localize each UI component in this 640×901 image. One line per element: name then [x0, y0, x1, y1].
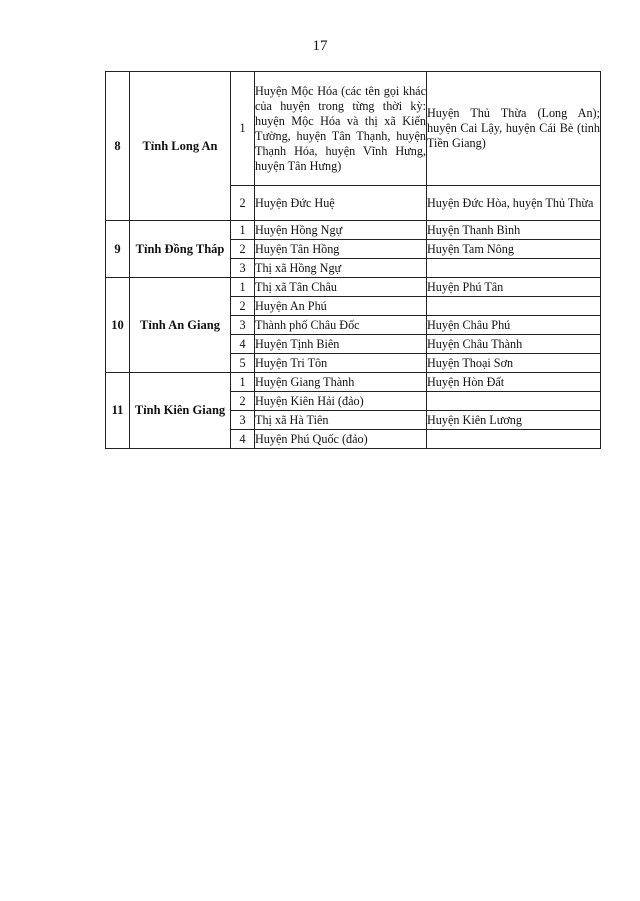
row-number: 2: [231, 186, 255, 221]
district-cell: Huyện Phú Quốc (đảo): [255, 430, 427, 449]
adjacent-district-cell: Huyện Thủ Thừa (Long An); huyện Cai Lậy, huyện Cái Bè (tỉnh Tiền Giang): [427, 72, 601, 186]
district-cell: Thị xã Hồng Ngự: [255, 259, 427, 278]
row-number: 1: [231, 278, 255, 297]
row-number: 3: [231, 259, 255, 278]
district-cell: Huyện Tân Hồng: [255, 240, 427, 259]
table-row: [106, 373, 601, 392]
row-number: 2: [231, 392, 255, 411]
adjacent-district-cell: Huyện Tam Nông: [427, 240, 601, 259]
district-cell: Huyện Hồng Ngự: [255, 221, 427, 240]
district-cell: Huyện Đức Huệ: [255, 186, 427, 221]
adjacent-district-cell: Huyện Hòn Đất: [427, 373, 601, 392]
table-row: [106, 72, 601, 186]
row-number: 1: [231, 72, 255, 186]
adjacent-district-cell: [427, 392, 601, 411]
district-cell: Thành phố Châu Đốc: [255, 316, 427, 335]
province-name: Tỉnh Long An: [130, 72, 231, 221]
adjacent-district-cell: Huyện Châu Thành: [427, 335, 601, 354]
row-number: 2: [231, 297, 255, 316]
district-cell: Huyện Mộc Hóa (các tên gọi khác của huyện trong từng thời kỳ: huyện Mộc Hóa và thị xã Kiến Tường, huyện Tân Thạnh, huyện Thạnh Hóa, huyện Vĩnh Hưng, huyện Tân Hưng): [255, 72, 427, 186]
province-number: 11: [106, 373, 130, 449]
district-cell: Huyện Kiên Hải (đảo): [255, 392, 427, 411]
row-number: 1: [231, 221, 255, 240]
row-number: 1: [231, 373, 255, 392]
district-cell: Huyện Tịnh Biên: [255, 335, 427, 354]
page-number: 17: [312, 38, 328, 54]
adjacent-district-cell: Huyện Phú Tân: [427, 278, 601, 297]
row-number: 3: [231, 316, 255, 335]
table-row: [106, 221, 601, 240]
district-cell: Huyện An Phú: [255, 297, 427, 316]
adjacent-district-cell: Huyện Thoại Sơn: [427, 354, 601, 373]
adjacent-district-cell: Huyện Thanh Bình: [427, 221, 601, 240]
province-number: 10: [106, 278, 130, 373]
adjacent-district-cell: [427, 297, 601, 316]
row-number: 4: [231, 335, 255, 354]
district-cell: Thị xã Hà Tiên: [255, 411, 427, 430]
province-name: Tỉnh An Giang: [130, 278, 231, 373]
adjacent-district-cell: [427, 259, 601, 278]
adjacent-district-cell: Huyện Kiên Lương: [427, 411, 601, 430]
district-cell: Huyện Giang Thành: [255, 373, 427, 392]
province-name: Tỉnh Kiên Giang: [130, 373, 231, 449]
row-number: 2: [231, 240, 255, 259]
district-cell: Huyện Tri Tôn: [255, 354, 427, 373]
row-number: 3: [231, 411, 255, 430]
province-name: Tỉnh Đồng Tháp: [130, 221, 231, 278]
border-districts-table: [105, 71, 601, 449]
table-row: [106, 278, 601, 297]
row-number: 4: [231, 430, 255, 449]
adjacent-district-cell: Huyện Châu Phú: [427, 316, 601, 335]
row-number: 5: [231, 354, 255, 373]
adjacent-district-cell: [427, 430, 601, 449]
province-number: 9: [106, 221, 130, 278]
district-cell: Thị xã Tân Châu: [255, 278, 427, 297]
adjacent-district-cell: Huyện Đức Hòa, huyện Thủ Thừa: [427, 186, 601, 221]
province-number: 8: [106, 72, 130, 221]
